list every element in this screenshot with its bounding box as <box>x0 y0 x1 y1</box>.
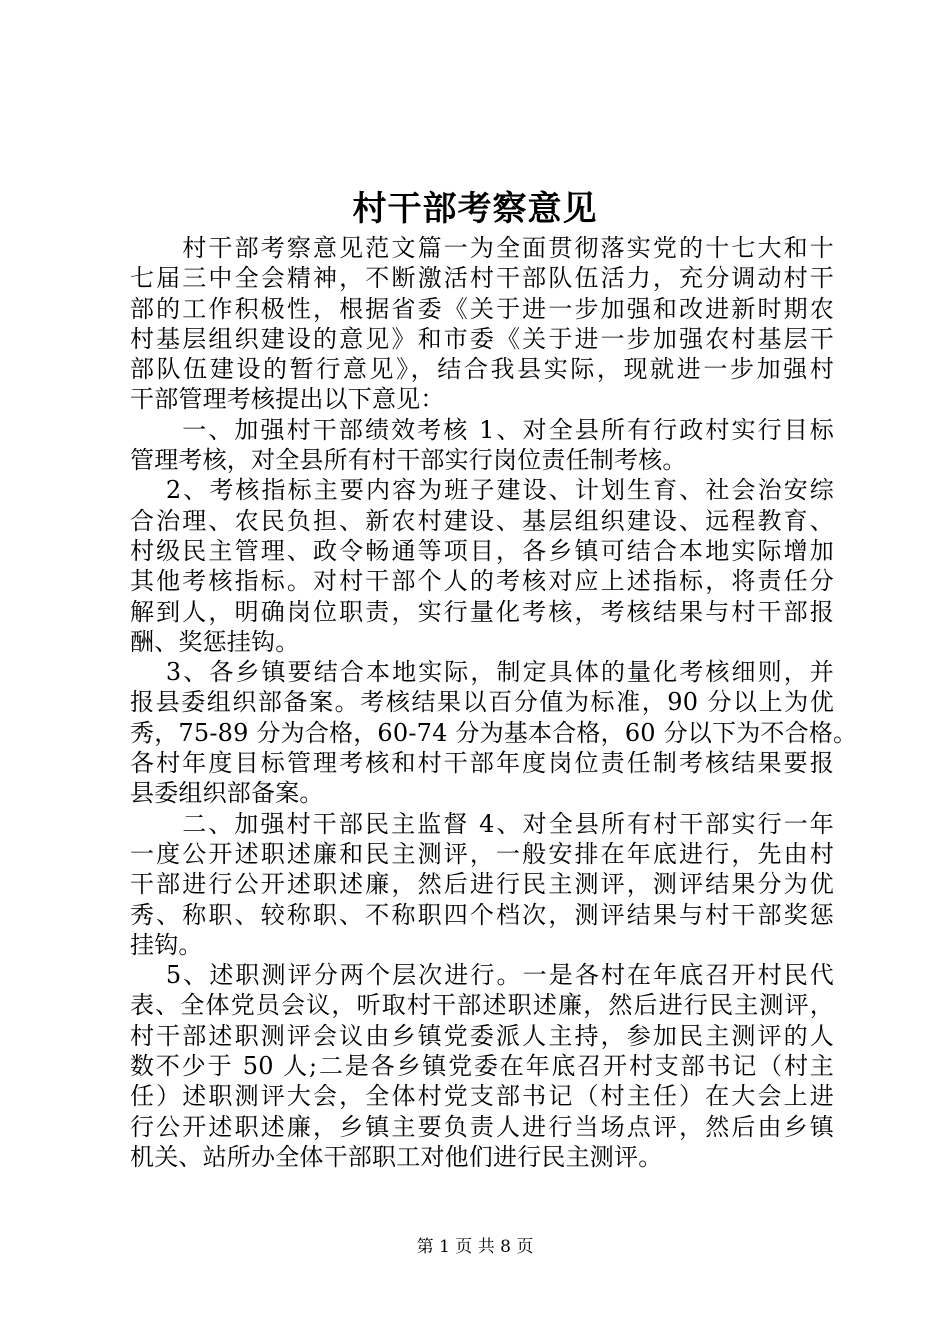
body-line: 县委组织部备案。 <box>130 779 324 808</box>
body-line: 解到人，明确岗位职责，实行量化考核，考核结果与村干部报 <box>130 597 834 626</box>
body-line: 2、考核指标主要内容为班子建设、计划生育、社会治安综 <box>130 476 834 505</box>
body-line: 村基层组织建设的意见》和市委《关于进一步加强农村基层干 <box>130 324 834 353</box>
body-line: 挂钩。 <box>130 930 203 959</box>
document-title: 村干部考察意见 <box>352 189 598 229</box>
page-footer: 第 1 页 共 8 页 <box>416 1237 534 1257</box>
body-line: 任）述职测评大会，全体村党支部书记（村主任）在大会上进 <box>130 1082 834 1111</box>
body-line: 机关、站所办全体干部职工对他们进行民主测评。 <box>130 1142 663 1171</box>
body-line: 5、述职测评分两个层次进行。一是各村在年底召开村民代 <box>130 961 834 990</box>
body-line: 3、各乡镇要结合本地实际，制定具体的量化考核细则，并 <box>130 658 834 687</box>
body-line: 村干部考察意见范文篇一为全面贯彻落实党的十七大和十 <box>130 234 834 262</box>
body-line: 合治理、农民负担、新农村建设、基层组织建设、远程教育、 <box>130 506 834 535</box>
body-line: 二、加强村干部民主监督 4、对全县所有村干部实行一年 <box>130 809 834 838</box>
document-body <box>130 233 858 1172</box>
body-line: 七届三中全会精神，不断激活村干部队伍活力，充分调动村干 <box>130 264 834 293</box>
body-line: 村干部述职测评会议由乡镇党委派人主持，参加民主测评的人 <box>130 1021 834 1050</box>
body-line: 一度公开述职述廉和民主测评，一般安排在年底进行，先由村 <box>130 839 834 868</box>
body-line: 秀、称职、较称职、不称职四个档次，测评结果与村干部奖惩 <box>130 900 834 929</box>
body-line: 干部管理考核提出以下意见： <box>130 385 445 414</box>
body-line: 管理考核，对全县所有村干部实行岗位责任制考核。 <box>130 446 687 475</box>
body-line: 数不少于 50 人;二是各乡镇党委在年底召开村支部书记（村主 <box>130 1052 834 1081</box>
body-line: 部队伍建设的暂行意见》，结合我县实际，现就进一步加强村 <box>130 355 834 384</box>
body-line: 行公开述职述廉，乡镇主要负责人进行当场点评，然后由乡镇 <box>130 1112 834 1141</box>
body-line: 干部进行公开述职述廉，然后进行民主测评，测评结果分为优 <box>130 870 834 899</box>
body-line: 表、全体党员会议，听取村干部述职述廉，然后进行民主测评， <box>130 991 834 1020</box>
body-line: 各村年度目标管理考核和村干部年度岗位责任制考核结果要报 <box>130 749 834 778</box>
body-line: 秀，75-89 分为合格，60-74 分为基本合格，60 分以下为不合格。 <box>130 718 858 747</box>
body-line: 酬、奖惩挂钩。 <box>130 627 300 656</box>
body-line: 其他考核指标。对村干部个人的考核对应上述指标，将责任分 <box>130 567 834 596</box>
body-line: 村级民主管理、政令畅通等项目，各乡镇可结合本地实际增加 <box>130 536 834 565</box>
body-line: 一、加强村干部绩效考核 1、对全县所有行政村实行目标 <box>130 415 834 444</box>
body-line: 报县委组织部备案。考核结果以百分值为标准，90 分以上为优 <box>130 688 834 717</box>
body-line: 部的工作积极性，根据省委《关于进一步加强和改进新时期农 <box>130 294 834 323</box>
